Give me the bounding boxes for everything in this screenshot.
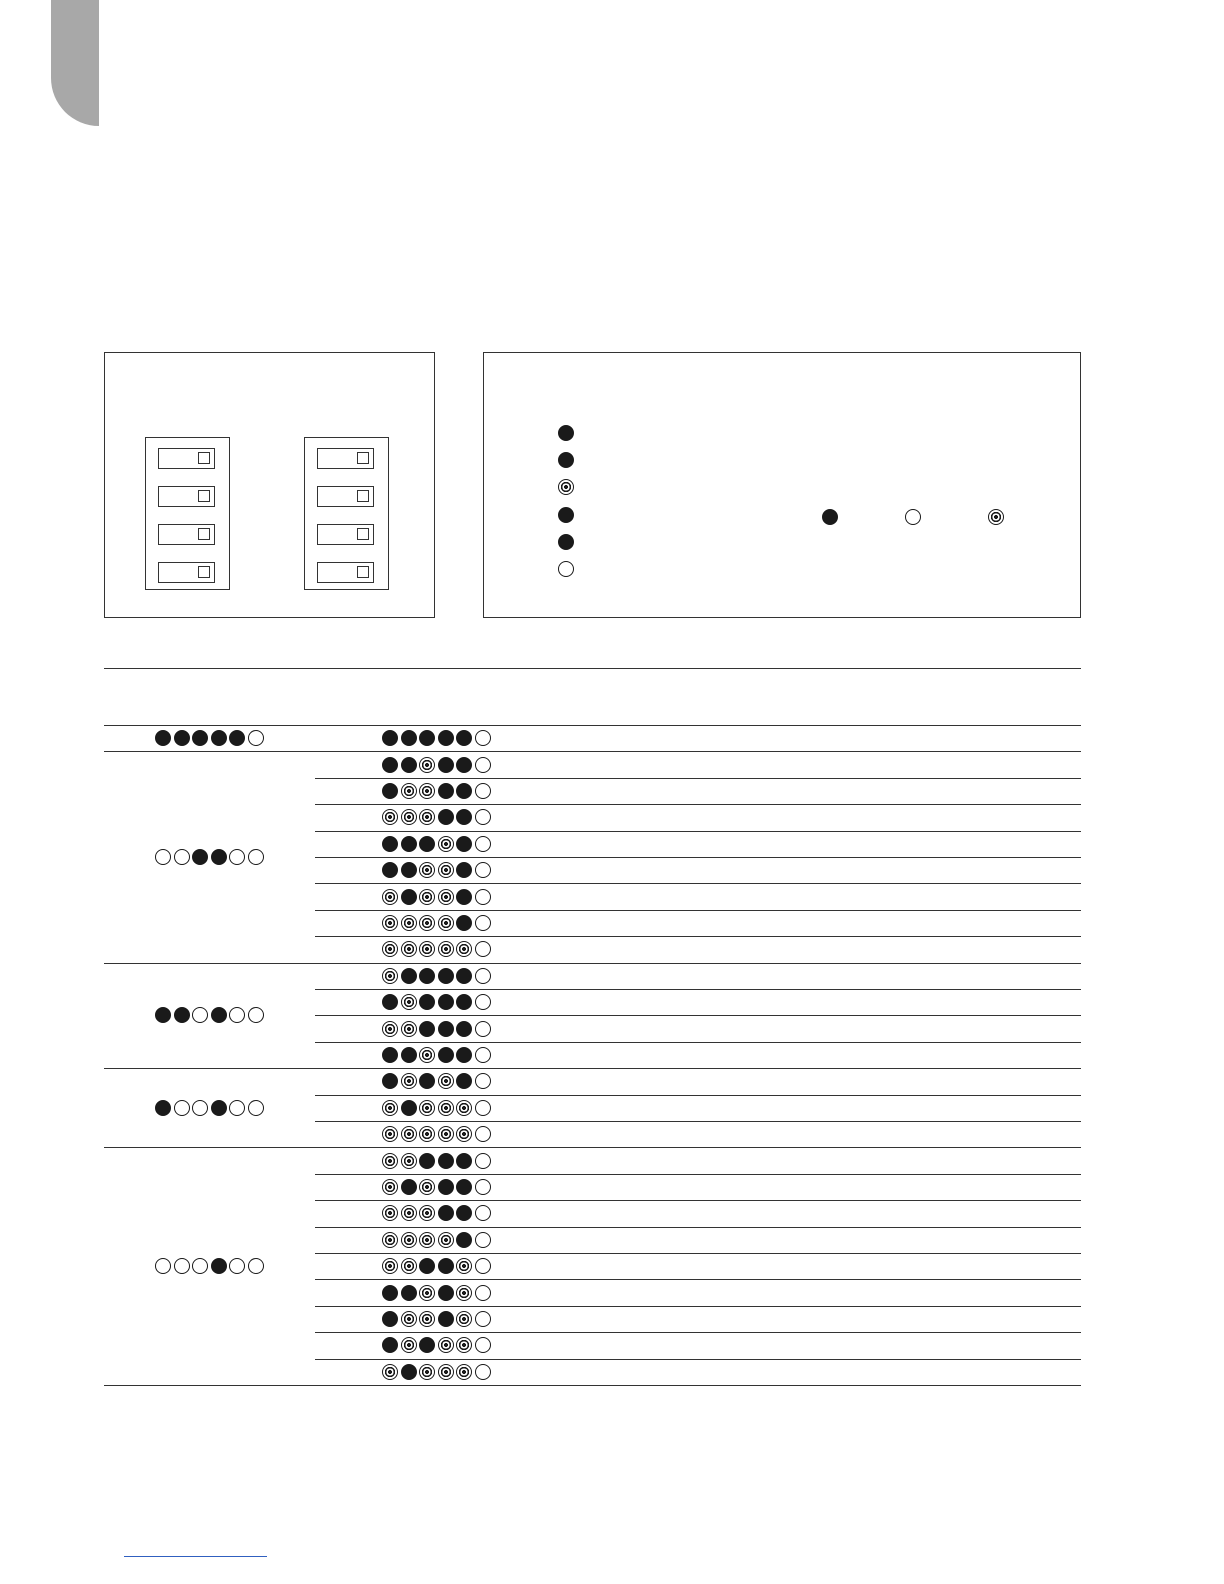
led-on-icon <box>382 862 398 878</box>
legend-blink-icon <box>988 509 1004 525</box>
table-divider <box>104 1068 1081 1069</box>
led-blink-icon <box>438 941 454 957</box>
led-on-icon <box>456 1047 472 1063</box>
led-blink-icon <box>438 1100 454 1116</box>
led-blink-icon <box>382 1258 398 1274</box>
led-on-icon <box>419 836 435 852</box>
led-blink-icon <box>382 1205 398 1221</box>
led-on-icon <box>456 1232 472 1248</box>
led-on-icon <box>438 1047 454 1063</box>
led-off-icon <box>248 849 264 865</box>
table-row-status <box>382 1179 491 1195</box>
table-row-status <box>382 1364 491 1380</box>
led-blink-icon <box>438 915 454 931</box>
led-on-icon <box>419 1073 435 1089</box>
led-on-icon <box>438 809 454 825</box>
led-on-icon <box>438 757 454 773</box>
led-on-icon <box>401 836 417 852</box>
led-blink-icon <box>419 1126 435 1142</box>
led-off-icon <box>475 1285 491 1301</box>
table-row-status <box>382 862 491 878</box>
table-row-status <box>382 836 491 852</box>
table-row-status <box>382 1021 491 1037</box>
table-row-status <box>382 1337 491 1353</box>
led-blink-icon <box>382 1153 398 1169</box>
table-row-status <box>382 968 491 984</box>
led-off-icon <box>475 836 491 852</box>
table-row-status <box>382 757 491 773</box>
table-row-divider <box>315 1306 1081 1307</box>
led-on-icon <box>456 1073 472 1089</box>
led-on-icon <box>401 862 417 878</box>
led-blink-icon <box>419 915 435 931</box>
led-blink-icon <box>438 1073 454 1089</box>
led-blink-icon <box>382 1179 398 1195</box>
table-row-status <box>382 1047 491 1063</box>
led-off-icon <box>475 757 491 773</box>
led-blink-icon <box>419 1311 435 1327</box>
led-on-icon <box>229 730 245 746</box>
led-blink-icon <box>456 1285 472 1301</box>
table-section-status <box>155 730 264 746</box>
led-indicator-on-icon <box>558 452 574 468</box>
dip-switch-knob-icon <box>357 452 369 464</box>
dip-switch-block-2 <box>304 437 389 590</box>
led-on-icon <box>438 1258 454 1274</box>
led-on-icon <box>456 889 472 905</box>
table-divider <box>104 725 1081 726</box>
led-blink-icon <box>438 1364 454 1380</box>
led-blink-icon <box>401 1258 417 1274</box>
dip-switch[interactable] <box>158 562 215 583</box>
led-on-icon <box>438 1021 454 1037</box>
led-indicator-off-icon <box>558 561 574 577</box>
led-blink-icon <box>401 1205 417 1221</box>
led-off-icon <box>248 1100 264 1116</box>
led-blink-icon <box>401 994 417 1010</box>
led-blink-icon <box>419 889 435 905</box>
led-on-icon <box>401 1100 417 1116</box>
dip-switch-knob-icon <box>198 452 210 464</box>
led-off-icon <box>192 1100 208 1116</box>
dip-switch[interactable] <box>317 486 374 507</box>
led-off-icon <box>155 1258 171 1274</box>
table-row-status <box>382 994 491 1010</box>
dip-switch-knob-icon <box>198 528 210 540</box>
led-on-icon <box>192 849 208 865</box>
led-on-icon <box>438 994 454 1010</box>
led-blink-icon <box>456 1337 472 1353</box>
led-on-icon <box>456 783 472 799</box>
table-divider <box>104 668 1081 669</box>
table-row-status <box>382 1100 491 1116</box>
led-on-icon <box>456 915 472 931</box>
led-blink-icon <box>382 1364 398 1380</box>
led-blink-icon <box>382 1021 398 1037</box>
led-off-icon <box>475 941 491 957</box>
led-blink-icon <box>419 1100 435 1116</box>
led-on-icon <box>155 730 171 746</box>
led-blink-icon <box>382 941 398 957</box>
led-on-icon <box>382 994 398 1010</box>
led-on-icon <box>419 1153 435 1169</box>
led-off-icon <box>192 1258 208 1274</box>
led-on-icon <box>438 783 454 799</box>
led-off-icon <box>475 1047 491 1063</box>
table-section-status <box>155 1100 264 1116</box>
led-on-icon <box>382 1311 398 1327</box>
led-blink-icon <box>438 1126 454 1142</box>
led-on-icon <box>382 783 398 799</box>
led-on-icon <box>438 730 454 746</box>
table-row-divider <box>315 1015 1081 1016</box>
table-row-status <box>382 1205 491 1221</box>
table-row-divider <box>315 936 1081 937</box>
dip-switch-knob-icon <box>198 490 210 502</box>
led-on-icon <box>382 757 398 773</box>
led-off-icon <box>475 1337 491 1353</box>
table-row-divider <box>315 831 1081 832</box>
table-section-cell <box>104 1007 315 1023</box>
led-off-icon <box>475 915 491 931</box>
led-blink-icon <box>401 1232 417 1248</box>
table-row-status <box>382 809 491 825</box>
led-off-icon <box>475 889 491 905</box>
table-row-divider <box>315 1227 1081 1228</box>
led-on-icon <box>419 994 435 1010</box>
table-row-status <box>382 783 491 799</box>
led-on-icon <box>456 1021 472 1037</box>
led-on-icon <box>419 968 435 984</box>
led-off-icon <box>229 849 245 865</box>
led-blink-icon <box>401 1126 417 1142</box>
table-section-status <box>155 849 264 865</box>
table-row-status <box>382 1258 491 1274</box>
table-row-status <box>382 1232 491 1248</box>
table-row-divider <box>315 1121 1081 1122</box>
led-on-icon <box>419 1258 435 1274</box>
led-on-icon <box>382 1337 398 1353</box>
led-blink-icon <box>419 1364 435 1380</box>
dip-switch-figure <box>104 352 435 618</box>
led-on-icon <box>456 968 472 984</box>
led-on-icon <box>211 730 227 746</box>
led-on-icon <box>401 757 417 773</box>
led-off-icon <box>475 1179 491 1195</box>
led-off-icon <box>475 1258 491 1274</box>
dip-switch[interactable] <box>317 524 374 545</box>
dip-switch-knob-icon <box>357 566 369 578</box>
led-off-icon <box>475 809 491 825</box>
table-row-status <box>382 1153 491 1169</box>
led-blink-icon <box>456 941 472 957</box>
led-on-icon <box>456 1179 472 1195</box>
table-row-divider <box>315 1042 1081 1043</box>
led-off-icon <box>475 862 491 878</box>
dip-switch[interactable] <box>158 448 215 469</box>
led-on-icon <box>456 836 472 852</box>
led-blink-icon <box>382 809 398 825</box>
led-on-icon <box>401 730 417 746</box>
dip-switch[interactable] <box>317 562 374 583</box>
led-on-icon <box>192 730 208 746</box>
led-off-icon <box>475 1311 491 1327</box>
table-row-divider <box>315 1359 1081 1360</box>
led-off-icon <box>174 1100 190 1116</box>
led-blink-icon <box>456 1126 472 1142</box>
table-row-status <box>382 941 491 957</box>
led-off-icon <box>475 1100 491 1116</box>
led-on-icon <box>382 1073 398 1089</box>
led-off-icon <box>248 1007 264 1023</box>
led-indicator-figure <box>483 352 1081 618</box>
led-off-icon <box>475 1021 491 1037</box>
table-divider <box>104 963 1081 964</box>
led-on-icon <box>456 1205 472 1221</box>
page-tab-marker <box>51 0 99 126</box>
table-row-divider <box>315 883 1081 884</box>
table-row-status <box>382 1126 491 1142</box>
led-blink-icon <box>438 836 454 852</box>
led-off-icon <box>229 1007 245 1023</box>
led-blink-icon <box>456 1258 472 1274</box>
led-blink-icon <box>401 783 417 799</box>
led-off-icon <box>192 1007 208 1023</box>
led-blink-icon <box>382 889 398 905</box>
led-blink-icon <box>401 1153 417 1169</box>
led-on-icon <box>401 1364 417 1380</box>
table-row-divider <box>315 1332 1081 1333</box>
led-on-icon <box>456 994 472 1010</box>
footer-link-underline[interactable] <box>124 1556 267 1557</box>
table-row-divider <box>315 778 1081 779</box>
table-section-status <box>155 1007 264 1023</box>
legend-on-icon <box>822 509 838 525</box>
led-blink-icon <box>382 968 398 984</box>
led-blink-icon <box>382 1232 398 1248</box>
led-off-icon <box>475 1205 491 1221</box>
dip-switch[interactable] <box>158 524 215 545</box>
led-on-icon <box>456 809 472 825</box>
led-on-icon <box>456 1153 472 1169</box>
led-off-icon <box>248 730 264 746</box>
table-divider <box>104 1147 1081 1148</box>
led-off-icon <box>475 730 491 746</box>
led-off-icon <box>229 1100 245 1116</box>
led-blink-icon <box>456 1364 472 1380</box>
led-off-icon <box>229 1258 245 1274</box>
led-blink-icon <box>438 862 454 878</box>
table-row-divider <box>315 804 1081 805</box>
dip-switch-knob-icon <box>357 490 369 502</box>
dip-switch-knob-icon <box>198 566 210 578</box>
dip-switch[interactable] <box>158 486 215 507</box>
led-blink-icon <box>419 1179 435 1195</box>
table-row-divider <box>315 857 1081 858</box>
led-off-icon <box>475 1153 491 1169</box>
led-blink-icon <box>401 915 417 931</box>
led-blink-icon <box>419 862 435 878</box>
led-off-icon <box>155 849 171 865</box>
table-row-status <box>382 1311 491 1327</box>
led-on-icon <box>382 836 398 852</box>
led-on-icon <box>211 1007 227 1023</box>
table-row-divider <box>315 1095 1081 1096</box>
table-section-cell <box>104 1258 315 1274</box>
table-section-cell <box>104 849 315 865</box>
table-section-cell <box>104 730 315 746</box>
led-blink-icon <box>419 809 435 825</box>
led-on-icon <box>401 968 417 984</box>
led-blink-icon <box>419 941 435 957</box>
led-on-icon <box>438 968 454 984</box>
led-on-icon <box>419 1337 435 1353</box>
led-blink-icon <box>401 1337 417 1353</box>
led-indicator-blink-icon <box>558 479 574 495</box>
led-on-icon <box>438 1179 454 1195</box>
dip-switch-block-1 <box>145 437 230 590</box>
led-blink-icon <box>401 941 417 957</box>
table-row-divider <box>315 910 1081 911</box>
led-blink-icon <box>456 1311 472 1327</box>
led-on-icon <box>401 1285 417 1301</box>
led-blink-icon <box>401 1021 417 1037</box>
legend-off-icon <box>905 509 921 525</box>
led-blink-icon <box>382 1126 398 1142</box>
table-row-divider <box>315 1253 1081 1254</box>
table-row-status <box>382 1285 491 1301</box>
led-on-icon <box>382 1285 398 1301</box>
table-row-divider <box>315 1200 1081 1201</box>
led-on-icon <box>456 730 472 746</box>
led-on-icon <box>456 757 472 773</box>
led-indicator-on-icon <box>558 425 574 441</box>
led-off-icon <box>174 849 190 865</box>
led-on-icon <box>155 1007 171 1023</box>
led-on-icon <box>211 1258 227 1274</box>
led-blink-icon <box>382 915 398 931</box>
led-on-icon <box>174 730 190 746</box>
led-blink-icon <box>401 809 417 825</box>
led-blink-icon <box>419 757 435 773</box>
table-row-status <box>382 915 491 931</box>
led-on-icon <box>456 862 472 878</box>
led-on-icon <box>401 1047 417 1063</box>
table-section-cell <box>104 1100 315 1116</box>
led-on-icon <box>438 1205 454 1221</box>
table-divider <box>104 1385 1081 1386</box>
led-off-icon <box>475 1126 491 1142</box>
led-on-icon <box>401 889 417 905</box>
table-row-status <box>382 730 491 746</box>
table-section-status <box>155 1258 264 1274</box>
led-blink-icon <box>456 1100 472 1116</box>
dip-switch-knob-icon <box>357 528 369 540</box>
led-on-icon <box>438 1311 454 1327</box>
led-on-icon <box>419 730 435 746</box>
led-blink-icon <box>401 1311 417 1327</box>
led-blink-icon <box>419 1285 435 1301</box>
table-row-status <box>382 1073 491 1089</box>
led-on-icon <box>382 730 398 746</box>
led-off-icon <box>475 968 491 984</box>
dip-switch[interactable] <box>317 448 374 469</box>
led-blink-icon <box>419 1047 435 1063</box>
led-indicator-on-icon <box>558 507 574 523</box>
led-on-icon <box>382 1047 398 1063</box>
led-blink-icon <box>382 1100 398 1116</box>
led-off-icon <box>475 1364 491 1380</box>
led-off-icon <box>248 1258 264 1274</box>
led-on-icon <box>211 1100 227 1116</box>
table-row-divider <box>315 1279 1081 1280</box>
led-indicator-on-icon <box>558 534 574 550</box>
led-on-icon <box>419 1021 435 1037</box>
table-row-status <box>382 889 491 905</box>
led-off-icon <box>475 994 491 1010</box>
led-blink-icon <box>438 889 454 905</box>
led-on-icon <box>438 1153 454 1169</box>
led-blink-icon <box>438 1337 454 1353</box>
table-row-divider <box>315 1174 1081 1175</box>
led-off-icon <box>475 783 491 799</box>
table-divider <box>104 751 1081 752</box>
table-row-divider <box>315 989 1081 990</box>
led-off-icon <box>475 1073 491 1089</box>
led-on-icon <box>174 1007 190 1023</box>
led-off-icon <box>475 1232 491 1248</box>
led-on-icon <box>438 1285 454 1301</box>
led-off-icon <box>174 1258 190 1274</box>
led-on-icon <box>211 849 227 865</box>
led-blink-icon <box>419 1205 435 1221</box>
led-blink-icon <box>419 783 435 799</box>
led-blink-icon <box>438 1232 454 1248</box>
led-blink-icon <box>419 1232 435 1248</box>
led-blink-icon <box>401 1073 417 1089</box>
led-on-icon <box>155 1100 171 1116</box>
led-on-icon <box>401 1179 417 1195</box>
